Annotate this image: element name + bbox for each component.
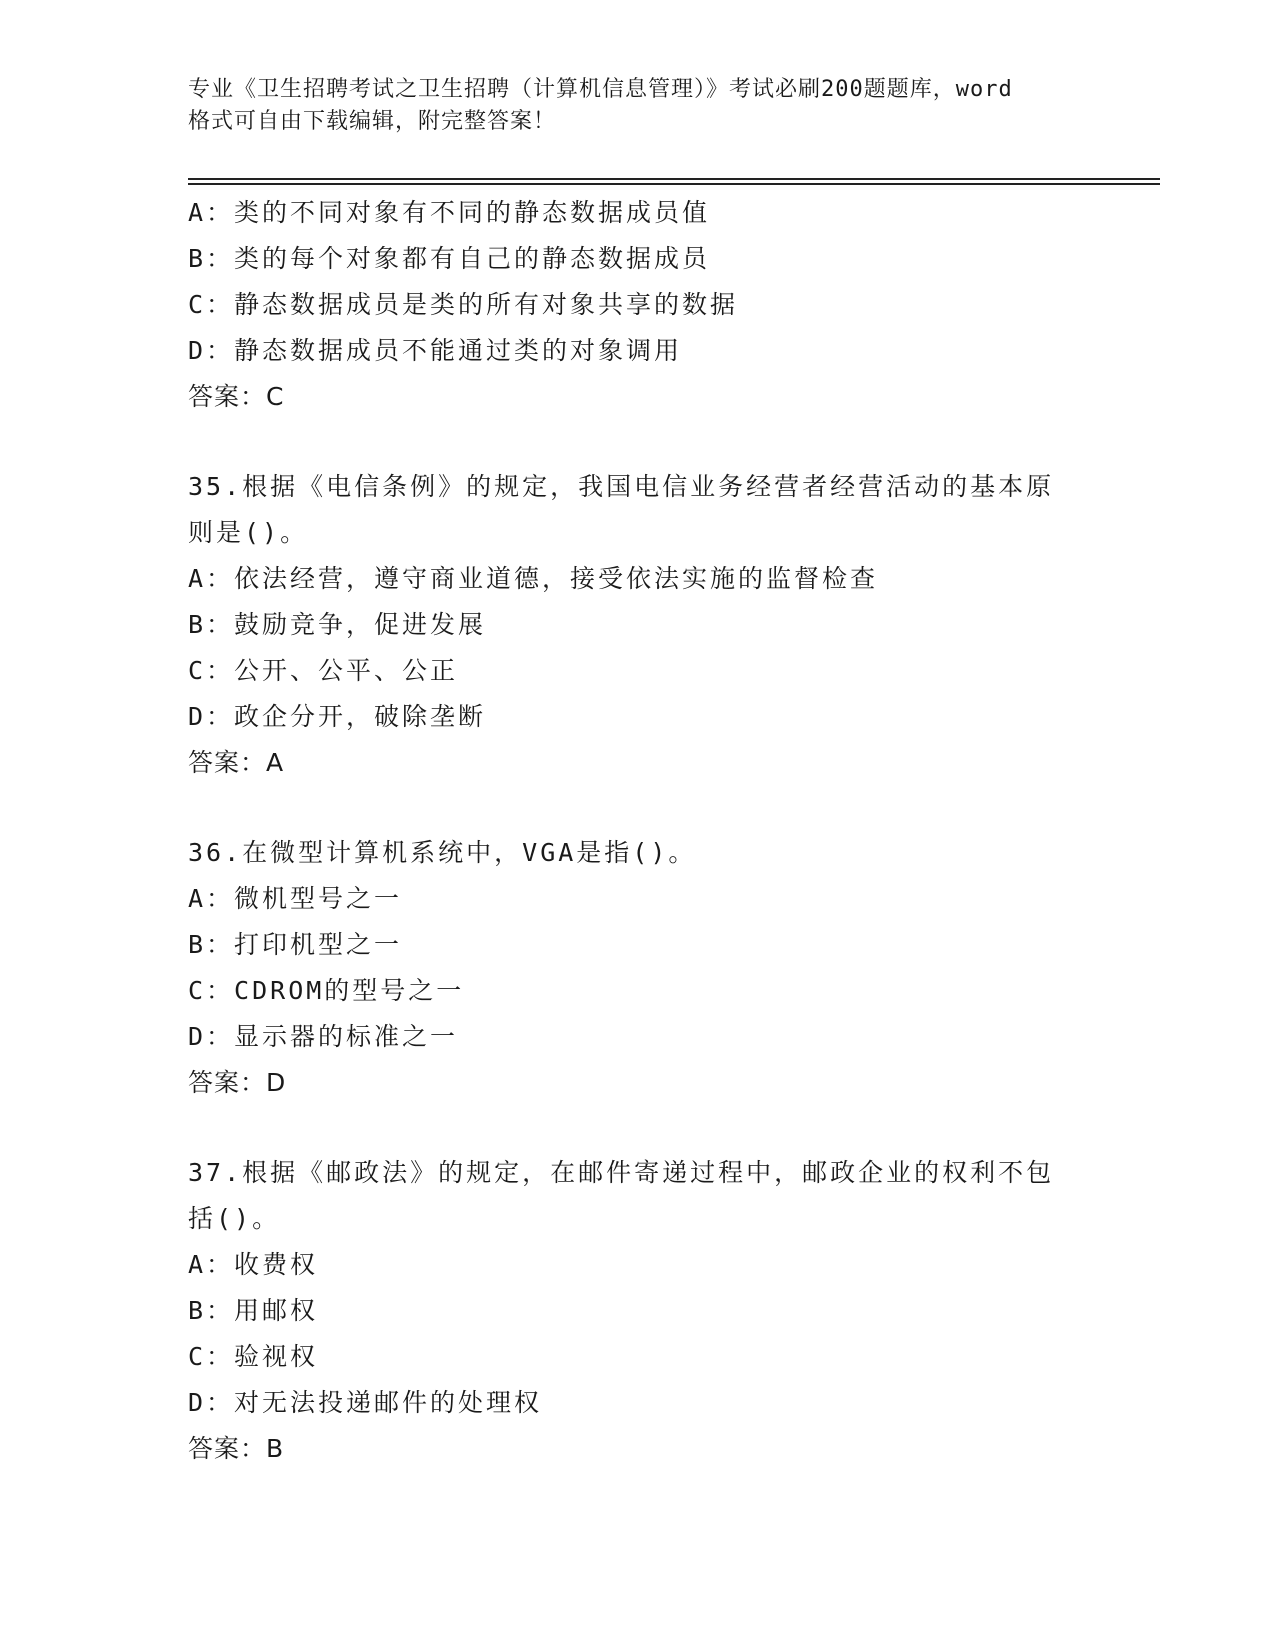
- question-list: [188, 190, 1088, 1516]
- option-c: C：静态数据成员是类的所有对象共享的数据: [188, 290, 739, 319]
- option-b: B：类的每个对象都有自己的静态数据成员: [188, 244, 711, 273]
- option-d: D：政企分开，破除垄断: [188, 702, 487, 731]
- option-a: A：类的不同对象有不同的静态数据成员值: [188, 198, 711, 227]
- answer-line: 答案：B: [188, 1434, 285, 1463]
- option-d: D：显示器的标准之一: [188, 1022, 459, 1051]
- answer-line: 答案：D: [188, 1068, 287, 1097]
- question-stem-line-2: 括()。: [188, 1204, 281, 1233]
- option-c: C：CDROM的型号之一: [188, 976, 465, 1005]
- question-34: [188, 190, 1088, 420]
- option-b: B：用邮权: [188, 1296, 319, 1325]
- question-stem-line-1: 35.根据《电信条例》的规定，我国电信业务经营者经营活动的基本原: [188, 472, 1055, 501]
- option-c: C：验视权: [188, 1342, 319, 1371]
- answer-line: 答案：C: [188, 382, 285, 411]
- question-stem-line-2: 则是()。: [188, 518, 309, 547]
- question-35: [188, 464, 1088, 786]
- header-divider-top: [188, 178, 1160, 180]
- option-a: A：收费权: [188, 1250, 319, 1279]
- question-36: [188, 830, 1088, 1106]
- document-header: [188, 74, 1088, 138]
- question-stem-line-1: 37.根据《邮政法》的规定，在邮件寄递过程中，邮政企业的权利不包: [188, 1158, 1055, 1187]
- option-d: D：静态数据成员不能通过类的对象调用: [188, 336, 683, 365]
- header-line-2: 格式可自由下载编辑，附完整答案！: [188, 109, 557, 134]
- answer-line: 答案：A: [188, 748, 285, 777]
- option-b: B：鼓励竞争，促进发展: [188, 610, 487, 639]
- option-b: B：打印机型之一: [188, 930, 403, 959]
- header-line-1: 专业《卫生招聘考试之卫生招聘（计算机信息管理）》考试必刷200题题库，word: [188, 77, 1013, 102]
- option-a: A：微机型号之一: [188, 884, 403, 913]
- option-a: A：依法经营，遵守商业道德，接受依法实施的监督检查: [188, 564, 879, 593]
- question-37: [188, 1150, 1088, 1472]
- option-c: C：公开、公平、公正: [188, 656, 459, 685]
- header-divider-bottom: [188, 183, 1160, 185]
- question-stem-line-1: 36.在微型计算机系统中，VGA是指()。: [188, 838, 697, 867]
- option-d: D：对无法投递邮件的处理权: [188, 1388, 543, 1417]
